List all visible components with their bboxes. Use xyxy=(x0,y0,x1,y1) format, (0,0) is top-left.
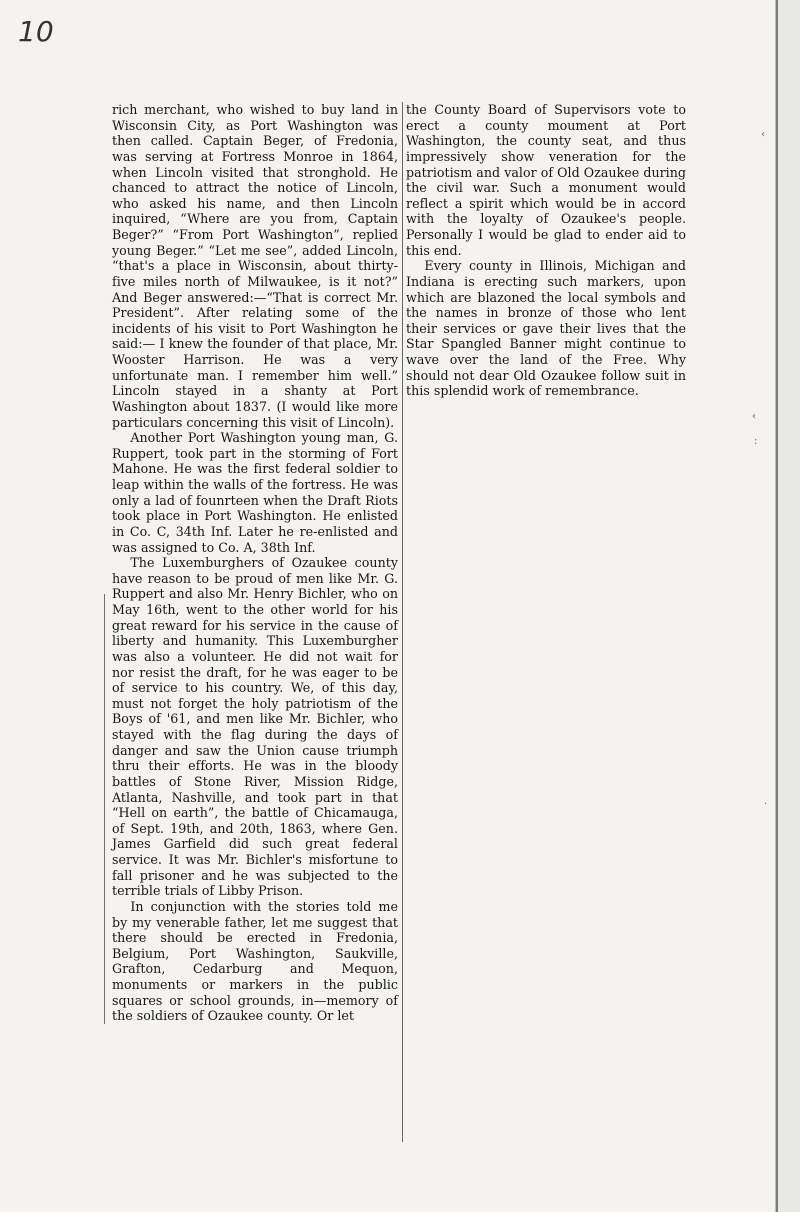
scan-mark: · xyxy=(764,799,768,810)
left-article-column xyxy=(112,102,398,1154)
scan-mark: ‹ xyxy=(752,411,756,422)
scan-mark: : xyxy=(754,436,758,447)
column-divider xyxy=(402,102,403,1142)
article-paragraph: the County Board of Supervisors vote to erect a county moument at Port Washington, the county seat, and thus impressively show veneration for the patriotism and valor of Old Ozaukee during the civil war. Such a monument would reflect a spirit which would be in accord with the loyalty of Ozaukee's people. Personally I would be glad to ender aid to this end. xyxy=(406,102,686,258)
article-paragraph: rich merchant, who wished to buy land in Wisconsin City, as Port Washington was then called. Captain Beger, of Fredonia, was serving at Fortress Monroe in 1864, when Lincoln visited that stronghold. He chanced to attract the notice of Lincoln, who asked his name, and then Lincoln inquired, “Where are you from, Captain Beger?” “From Port Washington”, replied young Beger.” “Let me see”, added Lincoln, “that's a place in Wisconsin, about thirty-five miles north of Milwaukee, is it not?” And Beger answered:—“That is correct Mr. President”. After relating some of the incidents of his visit to Port Washington he said:— I knew the founder of that place, Mr. Wooster Harrison. He was a very unfortunate man. I remember him well.” Lincoln stayed in a shanty at Port Washington about 1837. (I would like more particulars concerning this visit of Lincoln). xyxy=(112,102,398,430)
scan-edge xyxy=(778,0,800,1212)
left-column-rule xyxy=(104,594,105,1024)
page-number: 10 xyxy=(18,15,54,48)
article-paragraph: Every county in Illinois, Michigan and Indiana is erecting such markers, upon which are blazoned the local symbols and the names in bronze of those who lent their services or gave their lives that the Star Spangled Banner might continue to wave over the land of the Free. Why should not dear Old Ozaukee follow suit in this splendid work of remembrance. xyxy=(406,258,686,399)
article-paragraph: In conjunction with the stories told me by my venerable father, let me suggest that there should be erected in Fredonia, Belgium, Port Washington, Saukville, Grafton, Cedarburg and Mequon, monuments or markers in the public squares or school grounds, in—memory of the soldiers of Ozaukee county. Or let xyxy=(112,898,398,1024)
scan-mark: ‹ xyxy=(761,129,765,140)
right-article-column xyxy=(406,102,686,422)
article-paragraph: The Luxemburghers of Ozaukee county have reason to be proud of men like Mr. G. Ruppert and also Mr. Henry Bichler, who on May 16th, went to the other world for his great reward for his service in the cause of liberty and humanity. This Luxemburgher was also a volunteer. He did not wait for nor resist the draft, for he was eager to be of service to his country. We, of this day, must not forget the holy patriotism of the Boys of '61, and men like Mr. Bichler, who stayed with the flag during the days of danger and saw the Union cause triumph thru their efforts. He was in the bloody battles of Stone River, Mission Ridge, Atlanta, Nashville, and took part in that “Hell on earth”, the battle of Chicamauga, of Sept. 19th, and 20th, 1863, where Gen. James Garfield did such great federal service. It was Mr. Bichler's misfortune to fall prisoner and he was subjected to the terrible trials of Libby Prison. xyxy=(112,555,398,899)
article-paragraph: Another Port Washington young man, G. Ruppert, took part in the storming of Fort Mahone. He was the first federal soldier to leap within the walls of the fortress. He was only a lad of founrteen when the Draft Riots took place in Port Washington. He enlisted in Co. C, 34th Inf. Later he re-enlisted and was assigned to Co. A, 38th Inf. xyxy=(112,430,398,555)
